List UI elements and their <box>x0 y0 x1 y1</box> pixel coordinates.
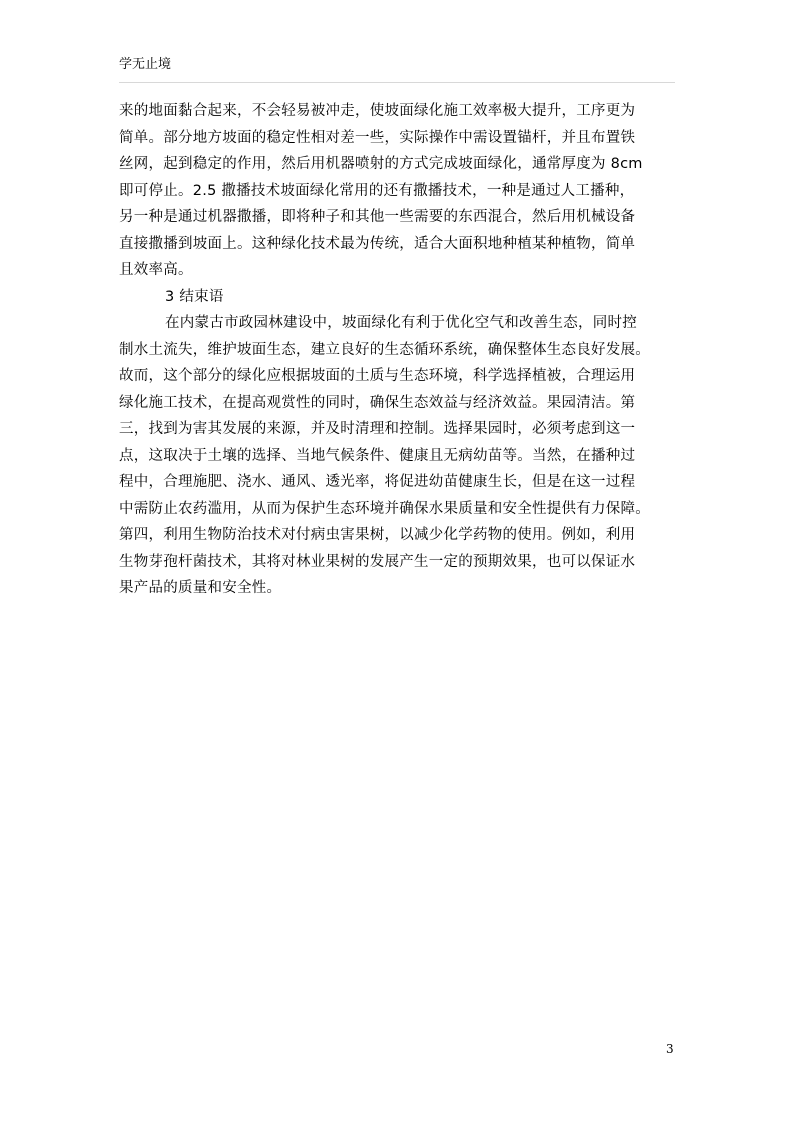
body-line: 果产品的质量和安全性。 <box>119 580 282 596</box>
body-line: 绿化施工技术，在提高观赏性的同时，确保生态效益与经济效益。果园清洁。第 <box>119 394 636 411</box>
body-line: 简单。部分地方坡面的稳定性相对差一些，实际操作中需设置锚杆，并且布置铁 <box>119 129 636 146</box>
page-number: 3 <box>666 1042 674 1056</box>
document-body <box>119 98 679 602</box>
body-line: 故而，这个部分的绿化应根据坡面的土质与生态环境，科学选择植被，合理运用 <box>119 368 636 384</box>
body-line: 丝网，起到稳定的作用，然后用机器喷射的方式完成坡面绿化，通常厚度为 8cm <box>119 156 643 172</box>
body-line: 生物芽孢杆菌技术，其将对林业果树的发展产生一定的预期效果，也可以保证水 <box>119 553 636 570</box>
section-heading: 3 结束语 <box>165 288 224 305</box>
body-line: 即可停止。2.5 撒播技术坡面绿化常用的还有撒播技术，一种是通过人工播种， <box>119 182 635 199</box>
body-line: 中需防止农药滥用，从而为保护生态环境并确保水果质量和安全性提供有力保障。 <box>119 500 650 517</box>
page-header-title: 学无止境 <box>119 57 172 72</box>
body-line: 程中，合理施肥、浇水、通风、透光率，将促进幼苗健康生长，但是在这一过程 <box>119 474 636 490</box>
body-line: 来的地面黏合起来，不会轻易被冲走，使坡面绿化施工效率极大提升，工序更为 <box>119 103 636 119</box>
body-line: 第四，利用生物防治技术对付病虫害果树，以减少化学药物的使用。例如，利用 <box>119 527 636 543</box>
body-line: 且效率高。 <box>119 262 193 278</box>
body-line: 制水土流失，维护坡面生态，建立良好的生态循环系统，确保整体生态良好发展。 <box>119 341 650 358</box>
body-line: 点，这取决于土壤的选择、当地气候条件、健康且无病幼苗等。当然，在播种过 <box>119 447 636 464</box>
body-line: 在内蒙古市政园林建设中，坡面绿化有利于优化空气和改善生态，同时控 <box>165 315 637 331</box>
body-line: 三，找到为害其发展的来源，并及时清理和控制。选择果园时，必须考虑到这一 <box>119 421 636 437</box>
body-line: 另一种是通过机器撒播，即将种子和其他一些需要的东西混合，然后用机械设备 <box>119 209 636 225</box>
header-divider <box>119 82 675 83</box>
body-line: 直接撒播到坡面上。这种绿化技术最为传统，适合大面积地种植某种植物，简单 <box>119 235 636 252</box>
